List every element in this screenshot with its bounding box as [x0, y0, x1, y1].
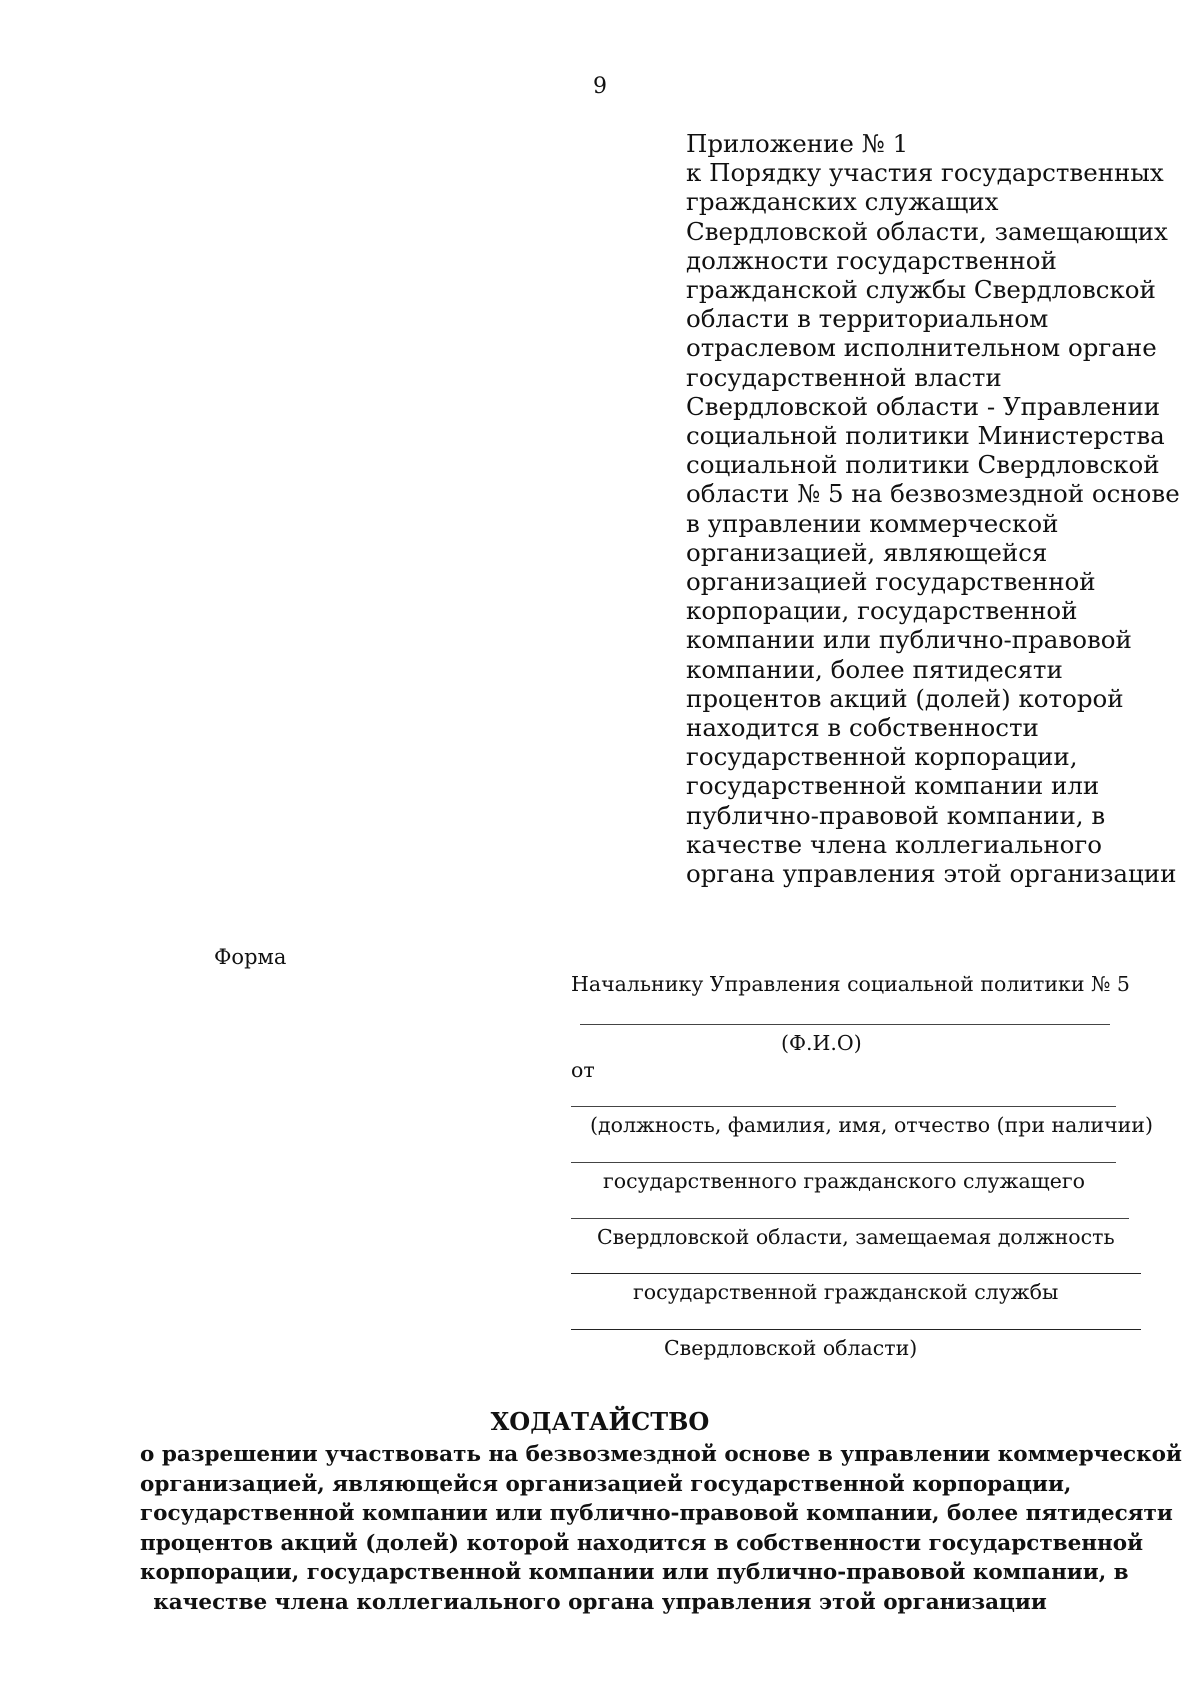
appendix-line: корпорации, государственной	[686, 596, 1078, 626]
appendix-line: Свердловской области - Управлении	[686, 391, 1161, 421]
signature-line	[571, 1273, 1141, 1274]
appendix-line: отраслевом исполнительном органе	[686, 333, 1157, 363]
appendix-block	[686, 129, 1186, 888]
position-caption: государственной гражданской службы	[633, 1280, 1059, 1304]
signature-line	[571, 1218, 1129, 1219]
position-caption: государственного гражданского служащего	[603, 1169, 1085, 1193]
appendix-line: в управлении коммерческой	[686, 508, 1059, 538]
petition-title: ХОДАТАЙСТВО	[490, 1407, 710, 1436]
appendix-line: органа управления этой организации	[686, 859, 1177, 889]
appendix-line: компании или публично-правовой	[686, 625, 1132, 655]
signature-line	[571, 1329, 1141, 1330]
form-label: Форма	[214, 945, 287, 969]
fio-underline	[580, 1024, 1110, 1025]
appendix-line: гражданских служащих	[686, 187, 999, 217]
appendix-line: социальной политики Министерства	[686, 421, 1165, 451]
addressee-to: Начальнику Управления социальной политики № 5	[571, 972, 1130, 996]
appendix-line: публично-правовой компании, в	[686, 800, 1106, 830]
appendix-line: организацией, являющейся	[686, 537, 1048, 567]
appendix-line: должности государственной	[686, 245, 1057, 275]
appendix-line: процентов акций (долей) которой	[686, 683, 1124, 713]
appendix-line: качестве члена коллегиального	[686, 829, 1102, 859]
page-number: 9	[593, 74, 607, 99]
position-caption: Свердловской области, замещаемая должность	[597, 1225, 1115, 1249]
fio-caption: (Ф.И.О)	[781, 1031, 862, 1055]
appendix-line: Приложение № 1	[686, 129, 909, 158]
from-underline	[571, 1106, 1116, 1107]
appendix-line: гражданской службы Свердловской	[686, 275, 1156, 305]
appendix-line: социальной политики Свердловской	[686, 450, 1160, 480]
appendix-line: организацией государственной	[686, 567, 1096, 597]
subtitle-line: качестве члена коллегиального органа управления этой организации	[153, 1589, 1047, 1615]
petition-subtitle	[140, 1440, 1182, 1617]
appendix-line: государственной власти	[686, 362, 1002, 392]
position-caption: (должность, фамилия, имя, отчество (при наличии)	[590, 1113, 1153, 1137]
appendix-line: компании, более пятидесяти	[686, 654, 1063, 684]
appendix-line: государственной компании или	[686, 771, 1100, 801]
appendix-line: области № 5 на безвозмездной основе	[686, 479, 1180, 509]
appendix-line: к Порядку участия государственных	[686, 158, 1164, 188]
appendix-line: государственной корпорации,	[686, 742, 1078, 772]
appendix-line: Свердловской области, замещающих	[686, 216, 1168, 246]
position-caption: Свердловской области)	[664, 1336, 918, 1360]
subtitle-line: о разрешении участвовать на безвозмездной основе в управлении коммерческой	[140, 1442, 1182, 1467]
subtitle-line: государственной компании или публично-правовой компании, более пятидесяти	[140, 1501, 1173, 1526]
subtitle-line: корпорации, государственной компании или публично-правовой компании, в	[140, 1560, 1129, 1585]
addressee-from: от	[571, 1058, 595, 1082]
subtitle-line: процентов акций (долей) которой находится в собственности государственной	[140, 1530, 1144, 1556]
signature-line	[571, 1162, 1116, 1163]
appendix-line: области в территориальном	[686, 304, 1049, 334]
subtitle-line: организацией, являющейся организацией государственной корпорации,	[140, 1471, 1072, 1497]
appendix-line: находится в собственности	[686, 713, 1039, 743]
